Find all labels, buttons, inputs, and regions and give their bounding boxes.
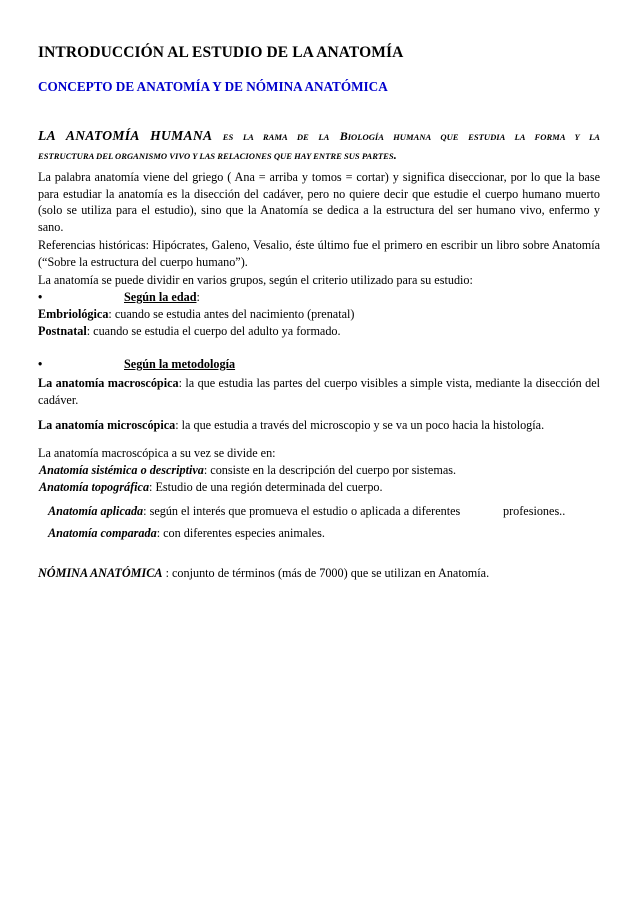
item-embriologica [38,307,354,322]
macroscopica-term: La anatomía macroscópica [38,376,179,390]
macroscopica-text: : la que estudia las partes del cuerpo visibles a simple vista, mediante la disección del cadáver. [38,376,601,407]
by-method-heading: Según la metodología [124,357,236,371]
item-sistemica [39,463,456,478]
by-age-colon: : [196,290,200,304]
item-nomina [38,566,489,581]
definition-line-1 [38,128,600,144]
definition-text-2: ESTRUCTURA DEL ORGANISMO VIVO Y LAS RELACIONES QUE HAY ENTRE SUS PARTES [38,151,394,161]
embriologica-text: : cuando se estudia antes del nacimiento (prenatal) [108,307,355,321]
definition-line-2 [38,148,397,163]
bullet-by-age [38,290,200,305]
microscopica-text: : la que estudia a través del microscopio y se va un poco hacia la histología. [175,418,545,432]
document-title: INTRODUCCIÓN AL ESTUDIO DE LA ANATOMÍA [38,44,404,61]
sistemica-term: Anatomía sistémica o descriptiva [39,463,204,477]
postnatal-term: Postnatal [38,324,87,338]
definition-period: . [393,148,397,162]
definition-capital-b: B [339,129,348,143]
item-microscopica [38,418,544,433]
paragraph-origin: La palabra anatomía viene del griego ( Ana = arriba y tomos = cortar) y significa diseccionar, por lo que la base para estudiar la anatomía es la disección del cadáver, pero no quiere decir que estudie el cuerpo humano muerto (solo se utiliza para el estudio), sino que la Anatomía se dedica a la estructura del ser humano vivo, enfermo y sano. [38,170,600,234]
item-aplicada [48,504,460,519]
macro-division-intro: La anatomía macroscópica a su vez se divide en: [38,446,276,460]
definition-text-1a: ES LA RAMA DE LA [222,132,330,142]
paragraph-references: Referencias históricas: Hipócrates, Galeno, Vesalio, éste último fue el primero en escribir un libro sobre Anatomía (“Sobre la estructura del cuerpo humano”). [38,238,600,269]
bullet-by-method [38,357,235,372]
comparada-term: Anatomía comparada [48,526,157,540]
item-comparada [48,526,325,541]
sistemica-text: : consiste en la descripción del cuerpo por sistemas. [203,463,457,477]
item-topografica [39,480,383,495]
document-subtitle: CONCEPTO DE ANATOMÍA Y DE NÓMINA ANATÓMICA [38,79,388,94]
definition-text-1b: IOLOGÍA HUMANA QUE ESTUDIA LA FORMA Y LA [347,132,600,142]
definition-lead: LA ANATOMÍA HUMANA [38,128,213,143]
nomina-term: NÓMINA ANATÓMICA [38,566,163,580]
microscopica-term: La anatomía microscópica [38,418,176,432]
bullet-icon: • [38,357,43,371]
comparada-text: : con diferentes especies animales. [156,526,325,540]
nomina-text: : conjunto de términos (más de 7000) que se utilizan en Anatomía. [162,566,490,580]
aplicada-tail: profesiones.. [503,504,566,518]
by-age-heading: Según la edad [124,290,197,304]
embriologica-term: Embriológica [38,307,109,321]
aplicada-term: Anatomía aplicada [48,504,144,518]
paragraph-division: La anatomía se puede dividir en varios grupos, según el criterio utilizado para su estudio: [38,273,473,287]
topografica-term: Anatomía topográfica [39,480,150,494]
aplicada-text: : según el interés que promueva el estudio o aplicada a diferentes [143,504,461,518]
bullet-icon: • [38,290,43,304]
postnatal-text: : cuando se estudia el cuerpo del adulto ya formado. [86,324,341,338]
item-macroscopica [38,375,600,408]
item-postnatal [38,324,341,339]
topografica-text: : Estudio de una región determinada del cuerpo. [149,480,383,494]
